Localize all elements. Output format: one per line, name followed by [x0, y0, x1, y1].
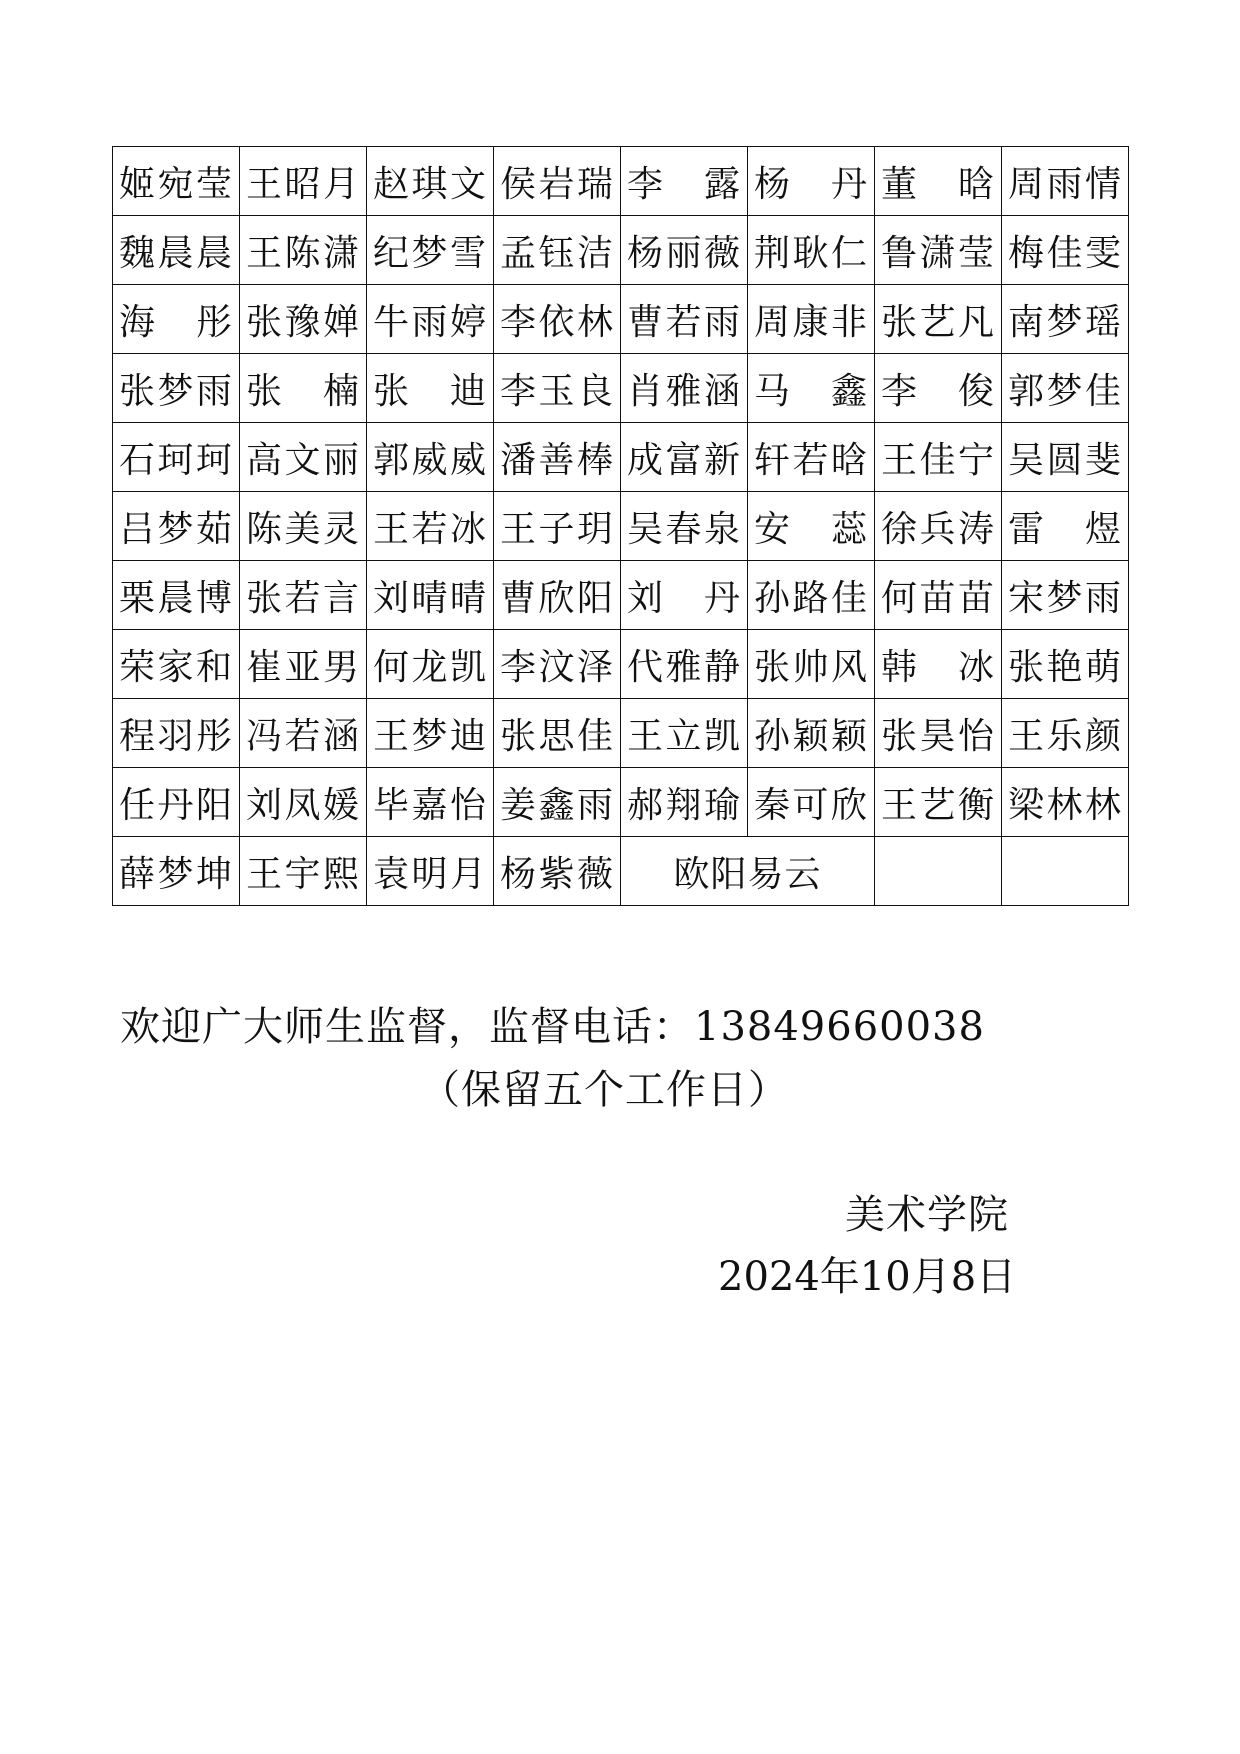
name-cell: 王宇熙 [240, 837, 367, 906]
name-cell: 雷 煜 [1002, 492, 1129, 561]
name-cell: 张豫婵 [240, 285, 367, 354]
name-cell: 潘善棒 [494, 423, 621, 492]
name-cell: 陈美灵 [240, 492, 367, 561]
signature-date: 2024年10月8日 [718, 1254, 1017, 1300]
name-cell: 孙路佳 [748, 561, 875, 630]
name-cell: 郭梦佳 [1002, 354, 1129, 423]
name-cell: 吴圆斐 [1002, 423, 1129, 492]
name-cell: 李依林 [494, 285, 621, 354]
supervision-notice: 欢迎广大师生监督，监督电话：13849660038 [120, 1004, 985, 1050]
name-cell: 杨紫薇 [494, 837, 621, 906]
name-cell: 李汶泽 [494, 630, 621, 699]
name-cell: 姜鑫雨 [494, 768, 621, 837]
name-cell: 郝翔瑜 [621, 768, 748, 837]
name-cell: 梁林林 [1002, 768, 1129, 837]
name-cell: 何苗苗 [875, 561, 1002, 630]
signature-organization: 美术学院 [845, 1192, 1009, 1238]
name-cell: 高文丽 [240, 423, 367, 492]
name-cell: 张艺凡 [875, 285, 1002, 354]
name-cell: 曹若雨 [621, 285, 748, 354]
name-cell: 刘 丹 [621, 561, 748, 630]
name-cell: 南梦瑶 [1002, 285, 1129, 354]
name-cell: 张若言 [240, 561, 367, 630]
name-cell: 毕嘉怡 [367, 768, 494, 837]
name-cell: 荣家和 [113, 630, 240, 699]
name-cell: 轩若晗 [748, 423, 875, 492]
table-row [113, 768, 1129, 837]
name-list-table [112, 146, 1129, 906]
name-cell: 张 迪 [367, 354, 494, 423]
name-cell: 程羽彤 [113, 699, 240, 768]
name-cell: 王立凯 [621, 699, 748, 768]
name-cell: 马 鑫 [748, 354, 875, 423]
name-cell: 王佳宁 [875, 423, 1002, 492]
name-cell: 牛雨婷 [367, 285, 494, 354]
name-cell: 张帅风 [748, 630, 875, 699]
empty-cell [875, 837, 1002, 906]
table-row [113, 492, 1129, 561]
name-cell: 纪梦雪 [367, 216, 494, 285]
name-cell: 代雅静 [621, 630, 748, 699]
name-cell: 曹欣阳 [494, 561, 621, 630]
name-cell: 张昊怡 [875, 699, 1002, 768]
name-cell: 何龙凯 [367, 630, 494, 699]
table-row [113, 423, 1129, 492]
name-cell: 孙颖颖 [748, 699, 875, 768]
name-cell: 安 蕊 [748, 492, 875, 561]
name-cell: 刘凤媛 [240, 768, 367, 837]
name-cell: 王陈潇 [240, 216, 367, 285]
name-cell: 冯若涵 [240, 699, 367, 768]
name-cell: 石珂珂 [113, 423, 240, 492]
name-cell: 任丹阳 [113, 768, 240, 837]
name-cell: 郭威威 [367, 423, 494, 492]
name-cell: 鲁潇莹 [875, 216, 1002, 285]
name-cell: 吴春泉 [621, 492, 748, 561]
name-cell: 李玉良 [494, 354, 621, 423]
table-row [113, 147, 1129, 216]
name-cell: 成富新 [621, 423, 748, 492]
name-cell: 李 露 [621, 147, 748, 216]
table-row-last [113, 837, 1129, 906]
table-row [113, 354, 1129, 423]
name-cell: 张艳萌 [1002, 630, 1129, 699]
name-cell: 薛梦坤 [113, 837, 240, 906]
table-row [113, 630, 1129, 699]
name-cell: 梅佳雯 [1002, 216, 1129, 285]
name-cell: 宋梦雨 [1002, 561, 1129, 630]
name-cell: 姬宛莹 [113, 147, 240, 216]
empty-cell [1002, 837, 1129, 906]
name-cell: 魏晨晨 [113, 216, 240, 285]
name-cell: 海 彤 [113, 285, 240, 354]
name-cell: 周康非 [748, 285, 875, 354]
name-cell: 王若冰 [367, 492, 494, 561]
name-cell: 侯岩瑞 [494, 147, 621, 216]
name-cell: 杨 丹 [748, 147, 875, 216]
name-cell: 肖雅涵 [621, 354, 748, 423]
name-cell: 袁明月 [367, 837, 494, 906]
name-cell: 王子玥 [494, 492, 621, 561]
name-cell: 秦可欣 [748, 768, 875, 837]
name-cell: 张 楠 [240, 354, 367, 423]
table-row [113, 699, 1129, 768]
name-cell: 董 晗 [875, 147, 1002, 216]
name-cell: 栗晨博 [113, 561, 240, 630]
name-cell: 王梦迪 [367, 699, 494, 768]
name-cell: 韩 冰 [875, 630, 1002, 699]
name-cell: 张梦雨 [113, 354, 240, 423]
name-cell: 周雨情 [1002, 147, 1129, 216]
name-cell: 王艺衡 [875, 768, 1002, 837]
table-row [113, 285, 1129, 354]
name-cell: 徐兵涛 [875, 492, 1002, 561]
name-list-body [113, 147, 1129, 906]
name-cell: 崔亚男 [240, 630, 367, 699]
name-cell: 赵琪文 [367, 147, 494, 216]
name-cell: 王乐颜 [1002, 699, 1129, 768]
table-row [113, 216, 1129, 285]
name-cell: 王昭月 [240, 147, 367, 216]
name-cell: 杨丽薇 [621, 216, 748, 285]
name-cell: 孟钰洁 [494, 216, 621, 285]
name-cell: 刘晴晴 [367, 561, 494, 630]
name-cell: 吕梦茹 [113, 492, 240, 561]
name-cell: 张思佳 [494, 699, 621, 768]
name-cell: 李 俊 [875, 354, 1002, 423]
retention-note: （保留五个工作日） [420, 1067, 789, 1113]
table-row [113, 561, 1129, 630]
name-cell-merged: 欧阳易云 [621, 837, 875, 906]
name-cell: 荆耿仁 [748, 216, 875, 285]
